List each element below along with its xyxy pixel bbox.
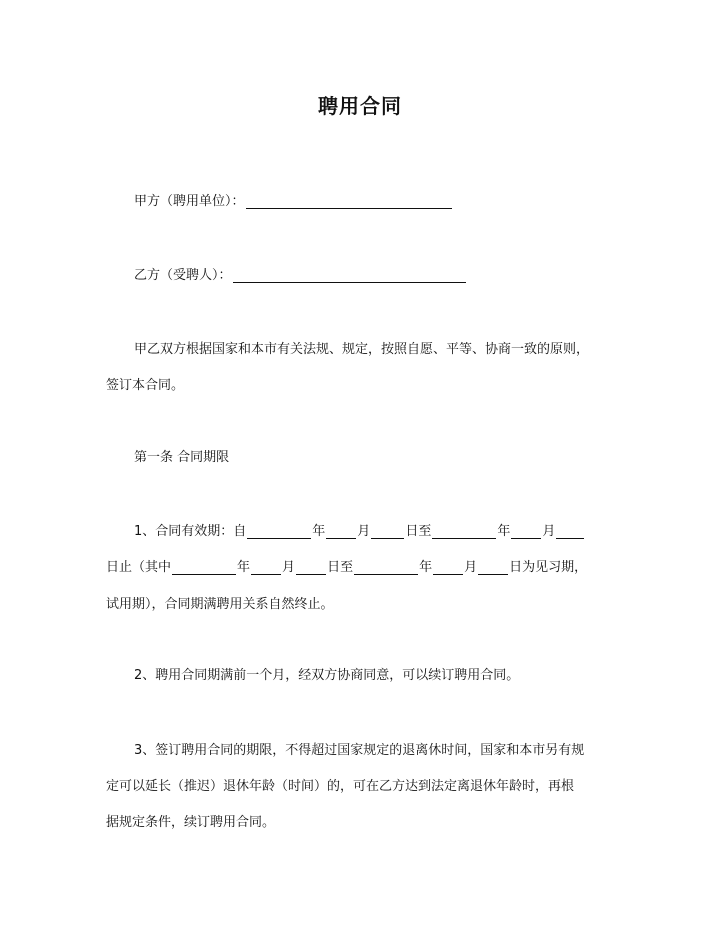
party-b-line <box>134 264 467 283</box>
probation-start-day-field[interactable] <box>296 559 326 575</box>
month-label: 月 <box>357 524 371 539</box>
party-b-field[interactable] <box>233 267 466 283</box>
end-year-field[interactable] <box>432 523 496 539</box>
year-label: 年 <box>237 560 251 575</box>
intro-line-1: 甲乙双方根据国家和本市有关法规、规定，按照自愿、平等、协商一致的原则， <box>134 342 590 357</box>
party-a-line <box>134 190 453 209</box>
month-label: 月 <box>282 560 296 575</box>
probation-start-year-field[interactable] <box>172 559 236 575</box>
clause-1-line-2 <box>106 556 587 575</box>
start-year-field[interactable] <box>247 523 311 539</box>
clause-1-prefix: 1、合同有效期：自 <box>134 524 247 539</box>
month-label: 月 <box>542 524 556 539</box>
year-label: 年 <box>419 560 433 575</box>
intro-line-2: 签订本合同。 <box>106 378 185 393</box>
year-label: 年 <box>497 524 511 539</box>
probation-end-day-field[interactable] <box>478 559 508 575</box>
clause-3-line-2: 定可以延长（推迟）退休年龄（时间）的，可在乙方达到法定离退休年龄时，再根 <box>106 779 575 794</box>
probation-start-month-field[interactable] <box>251 559 281 575</box>
clause-1-line-3: 试用期），合同期满聘用关系自然终止。 <box>106 597 334 612</box>
end-month-field[interactable] <box>511 523 541 539</box>
year-label: 年 <box>312 524 326 539</box>
article-1-heading: 第一条 合同期限 <box>134 450 230 465</box>
party-a-field[interactable] <box>246 193 452 209</box>
paren-open-label: （其中 <box>132 560 172 575</box>
start-day-field[interactable] <box>371 523 404 539</box>
month-label: 月 <box>464 560 478 575</box>
day-end-label: 日止 <box>106 560 133 575</box>
party-a-label: 甲方（聘用单位）： <box>134 194 245 209</box>
clause-3-line-3: 据规定条件，续订聘用合同。 <box>106 815 276 830</box>
day-to-label: 日至 <box>327 560 354 575</box>
document-title: 聘用合同 <box>318 94 402 118</box>
day-to-label: 日至 <box>405 524 432 539</box>
clause-1-line-1 <box>134 520 585 539</box>
probation-end-month-field[interactable] <box>433 559 463 575</box>
clause-2: 2、聘用合同期满前一个月，经双方协商同意，可以续订聘用合同。 <box>134 668 520 683</box>
clause-3-line-1: 3、签订聘用合同的期限，不得超过国家规定的退离休时间，国家和本市另有规 <box>134 743 585 758</box>
probation-end-label: 日为见习期， <box>509 560 588 575</box>
party-b-label: 乙方（受聘人）： <box>134 268 232 283</box>
end-day-field[interactable] <box>556 523 584 539</box>
probation-end-year-field[interactable] <box>354 559 418 575</box>
start-month-field[interactable] <box>326 523 356 539</box>
